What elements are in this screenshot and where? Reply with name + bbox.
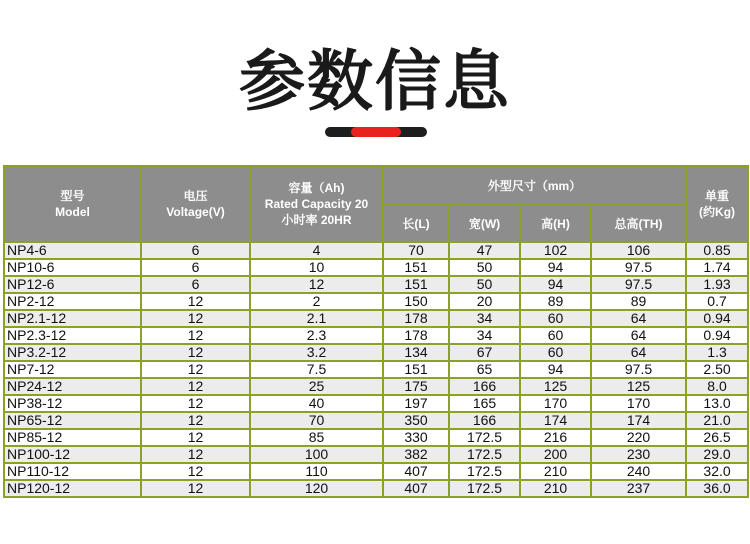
cell-height: 60: [520, 344, 591, 361]
cell-weight: 29.0: [686, 446, 748, 463]
header-total-height: 总高(TH): [591, 205, 686, 242]
header-capacity-line1: 容量（Ah): [288, 181, 345, 195]
cell-height: 174: [520, 412, 591, 429]
header-length: 长(L): [383, 205, 449, 242]
cell-weight: 21.0: [686, 412, 748, 429]
cell-width: 172.5: [449, 480, 520, 497]
header-capacity-line2: Rated Capacity 20: [264, 197, 369, 211]
cell-height: 94: [520, 259, 591, 276]
table-row: [4, 395, 748, 412]
cell-voltage: 12: [141, 378, 250, 395]
cell-model: NP85-12: [4, 429, 141, 446]
cell-weight: 36.0: [686, 480, 748, 497]
cell-width: 67: [449, 344, 520, 361]
cell-voltage: 12: [141, 327, 250, 344]
cell-length: 407: [383, 463, 449, 480]
cell-length: 175: [383, 378, 449, 395]
cell-width: 34: [449, 310, 520, 327]
cell-total-height: 64: [591, 310, 686, 327]
cell-length: 178: [383, 310, 449, 327]
table-row: [4, 327, 748, 344]
header-capacity-line3: 小时率 20HR: [281, 213, 352, 227]
header-weight-line1: 单重: [705, 189, 730, 203]
cell-capacity: 120: [250, 480, 383, 497]
cell-width: 165: [449, 395, 520, 412]
cell-total-height: 237: [591, 480, 686, 497]
cell-length: 134: [383, 344, 449, 361]
page-title: 参数信息: [239, 43, 511, 120]
cell-weight: 0.94: [686, 310, 748, 327]
header-width: 宽(W): [449, 205, 520, 242]
cell-voltage: 12: [141, 480, 250, 497]
header-voltage-en: Voltage(V): [166, 205, 225, 219]
cell-weight: 13.0: [686, 395, 748, 412]
cell-length: 151: [383, 276, 449, 293]
cell-capacity: 12: [250, 276, 383, 293]
cell-capacity: 3.2: [250, 344, 383, 361]
table-row: [4, 259, 748, 276]
cell-height: 210: [520, 463, 591, 480]
cell-height: 102: [520, 242, 591, 259]
cell-model: NP2.3-12: [4, 327, 141, 344]
cell-height: 60: [520, 327, 591, 344]
table-row: [4, 446, 748, 463]
table-row: [4, 463, 748, 480]
header-height: 高(H): [520, 205, 591, 242]
cell-capacity: 2.3: [250, 327, 383, 344]
cell-width: 50: [449, 276, 520, 293]
cell-length: 350: [383, 412, 449, 429]
cell-model: NP100-12: [4, 446, 141, 463]
spec-table-body: [4, 242, 748, 497]
cell-voltage: 12: [141, 446, 250, 463]
cell-total-height: 174: [591, 412, 686, 429]
cell-voltage: 6: [141, 259, 250, 276]
cell-total-height: 97.5: [591, 259, 686, 276]
cell-total-height: 230: [591, 446, 686, 463]
cell-capacity: 85: [250, 429, 383, 446]
cell-height: 170: [520, 395, 591, 412]
cell-length: 330: [383, 429, 449, 446]
cell-length: 151: [383, 259, 449, 276]
header-capacity: [250, 166, 383, 242]
cell-capacity: 4: [250, 242, 383, 259]
cell-model: NP4-6: [4, 242, 141, 259]
cell-voltage: 12: [141, 344, 250, 361]
cell-model: NP2-12: [4, 293, 141, 310]
header-voltage: [141, 166, 250, 242]
cell-weight: 0.94: [686, 327, 748, 344]
cell-length: 151: [383, 361, 449, 378]
cell-length: 407: [383, 480, 449, 497]
cell-voltage: 6: [141, 242, 250, 259]
cell-total-height: 64: [591, 327, 686, 344]
table-row: [4, 429, 748, 446]
cell-width: 20: [449, 293, 520, 310]
cell-voltage: 12: [141, 395, 250, 412]
cell-weight: 0.85: [686, 242, 748, 259]
cell-model: NP38-12: [4, 395, 141, 412]
cell-weight: 8.0: [686, 378, 748, 395]
header-voltage-cn: 电压: [183, 189, 208, 203]
cell-width: 34: [449, 327, 520, 344]
header-weight-line2: (约Kg): [699, 205, 736, 219]
cell-weight: 2.50: [686, 361, 748, 378]
cell-length: 197: [383, 395, 449, 412]
cell-width: 50: [449, 259, 520, 276]
cell-weight: 1.93: [686, 276, 748, 293]
cell-model: NP12-6: [4, 276, 141, 293]
cell-weight: 1.3: [686, 344, 748, 361]
cell-capacity: 25: [250, 378, 383, 395]
cell-weight: 1.74: [686, 259, 748, 276]
cell-width: 172.5: [449, 463, 520, 480]
table-row: [4, 310, 748, 327]
cell-voltage: 12: [141, 463, 250, 480]
cell-model: NP3.2-12: [4, 344, 141, 361]
cell-voltage: 12: [141, 293, 250, 310]
cell-width: 65: [449, 361, 520, 378]
cell-model: NP7-12: [4, 361, 141, 378]
cell-height: 94: [520, 276, 591, 293]
table-row: [4, 242, 748, 259]
cell-model: NP120-12: [4, 480, 141, 497]
title-underline-accent: [351, 127, 401, 137]
cell-capacity: 2.1: [250, 310, 383, 327]
cell-capacity: 70: [250, 412, 383, 429]
cell-width: 166: [449, 378, 520, 395]
cell-model: NP110-12: [4, 463, 141, 480]
cell-width: 172.5: [449, 429, 520, 446]
cell-model: NP24-12: [4, 378, 141, 395]
cell-total-height: 97.5: [591, 361, 686, 378]
cell-length: 70: [383, 242, 449, 259]
cell-model: NP10-6: [4, 259, 141, 276]
cell-total-height: 64: [591, 344, 686, 361]
cell-voltage: 12: [141, 361, 250, 378]
cell-weight: 26.5: [686, 429, 748, 446]
cell-capacity: 2: [250, 293, 383, 310]
table-row: [4, 276, 748, 293]
table-row: [4, 378, 748, 395]
cell-model: NP65-12: [4, 412, 141, 429]
cell-capacity: 40: [250, 395, 383, 412]
header-model-cn: 型号: [60, 189, 85, 203]
cell-model: NP2.1-12: [4, 310, 141, 327]
cell-total-height: 240: [591, 463, 686, 480]
cell-voltage: 12: [141, 310, 250, 327]
cell-length: 178: [383, 327, 449, 344]
cell-height: 216: [520, 429, 591, 446]
cell-length: 382: [383, 446, 449, 463]
header-dimensions: 外型尺寸（mm）: [383, 166, 686, 205]
spec-table: [3, 165, 749, 498]
cell-voltage: 12: [141, 429, 250, 446]
table-row: [4, 361, 748, 378]
cell-height: 200: [520, 446, 591, 463]
cell-capacity: 110: [250, 463, 383, 480]
cell-total-height: 89: [591, 293, 686, 310]
cell-width: 47: [449, 242, 520, 259]
cell-total-height: 125: [591, 378, 686, 395]
cell-weight: 32.0: [686, 463, 748, 480]
table-row: [4, 293, 748, 310]
cell-voltage: 6: [141, 276, 250, 293]
cell-weight: 0.7: [686, 293, 748, 310]
cell-total-height: 97.5: [591, 276, 686, 293]
cell-height: 94: [520, 361, 591, 378]
table-row: [4, 480, 748, 497]
cell-height: 60: [520, 310, 591, 327]
cell-height: 210: [520, 480, 591, 497]
cell-length: 150: [383, 293, 449, 310]
cell-capacity: 100: [250, 446, 383, 463]
cell-width: 166: [449, 412, 520, 429]
cell-total-height: 170: [591, 395, 686, 412]
cell-width: 172.5: [449, 446, 520, 463]
cell-capacity: 10: [250, 259, 383, 276]
cell-capacity: 7.5: [250, 361, 383, 378]
table-row: [4, 344, 748, 361]
cell-total-height: 106: [591, 242, 686, 259]
cell-voltage: 12: [141, 412, 250, 429]
cell-height: 125: [520, 378, 591, 395]
cell-height: 89: [520, 293, 591, 310]
header-model: [4, 166, 141, 242]
cell-total-height: 220: [591, 429, 686, 446]
table-row: [4, 412, 748, 429]
header-model-en: Model: [55, 205, 90, 219]
header-weight: [686, 166, 748, 242]
